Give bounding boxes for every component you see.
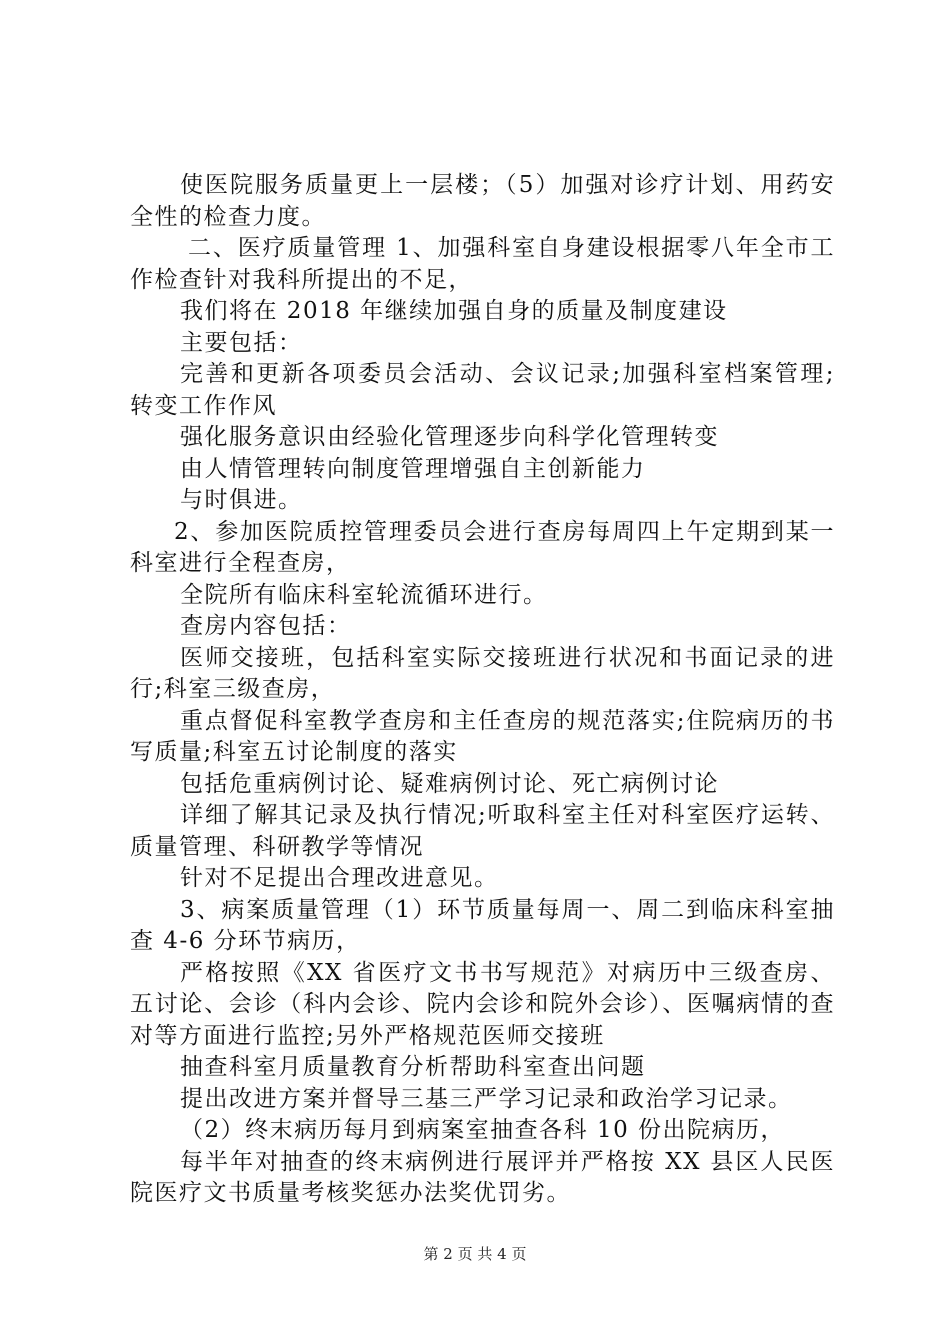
page-number-footer: 第 2 页 共 4 页: [423, 1245, 527, 1263]
paragraph: 由人情管理转向制度管理增强自主创新能力: [180, 455, 646, 482]
paragraph: 详细了解其记录及执行情况;听取科室主任对科室医疗运转、质量管理、科研教学等情况: [130, 802, 835, 860]
paragraph: 我们将在 2018 年继续加强自身的质量及制度建设: [180, 298, 728, 324]
paragraph: 查房内容包括：: [180, 613, 352, 639]
paragraph: 强化服务意识由经验化管理逐步向科学化管理转变: [180, 424, 719, 450]
paragraph: 医师交接班，包括科室实际交接班进行状况和书面记录的进行;科室三级查房，: [130, 644, 835, 702]
document-body: [130, 170, 835, 1210]
paragraph: 严格按照《XX 省医疗文书书写规范》对病历中三级查房、五讨论、会诊（科内会诊、院内会诊和院外会诊）、医嘱病情的查对等方面进行监控;另外严格规范医师交接班: [130, 959, 835, 1049]
paragraph: 抽查科室月质量教育分析帮助科室查出问题: [180, 1054, 646, 1080]
paragraph: 3、病案质量管理（1）环节质量每周一、周二到临床科室抽查 4-6 分环节病历，: [130, 896, 835, 954]
paragraph: 与时俱进。: [180, 487, 303, 513]
paragraph: 完善和更新各项委员会活动、会议记录;加强科室档案管理;转变工作作风: [130, 361, 835, 419]
paragraph: （2）终末病历每月到病案室抽查各科 10 份出院病历，: [180, 1117, 786, 1143]
paragraph: 包括危重病例讨论、疑难病例讨论、死亡病例讨论: [180, 770, 719, 797]
paragraph: 针对不足提出合理改进意见。: [180, 865, 499, 891]
paragraph: 每半年对抽查的终末病例进行展评并严格按 XX 县区人民医院医疗文书质量考核奖惩办法奖优罚劣。: [130, 1148, 835, 1206]
paragraph: 2、参加医院质控管理委员会进行查房每周四上午定期到某一科室进行全程查房，: [130, 518, 835, 576]
paragraph: 重点督促科室教学查房和主任查房的规范落实;住院病历的书写质量;科室五讨论制度的落实: [130, 707, 835, 765]
paragraph: 二、医疗质量管理 1、加强科室自身建设根据零八年全市工作检查针对我科所提出的不足，: [130, 235, 835, 293]
paragraph: 提出改进方案并督导三基三严学习记录和政治学习记录。: [180, 1085, 793, 1112]
paragraph: 使医院服务质量更上一层楼；（5）加强对诊疗计划、用药安全性的检查力度。: [130, 172, 835, 230]
paragraph: 主要包括：: [180, 329, 303, 356]
paragraph: 全院所有临床科室轮流循环进行。: [180, 581, 548, 608]
